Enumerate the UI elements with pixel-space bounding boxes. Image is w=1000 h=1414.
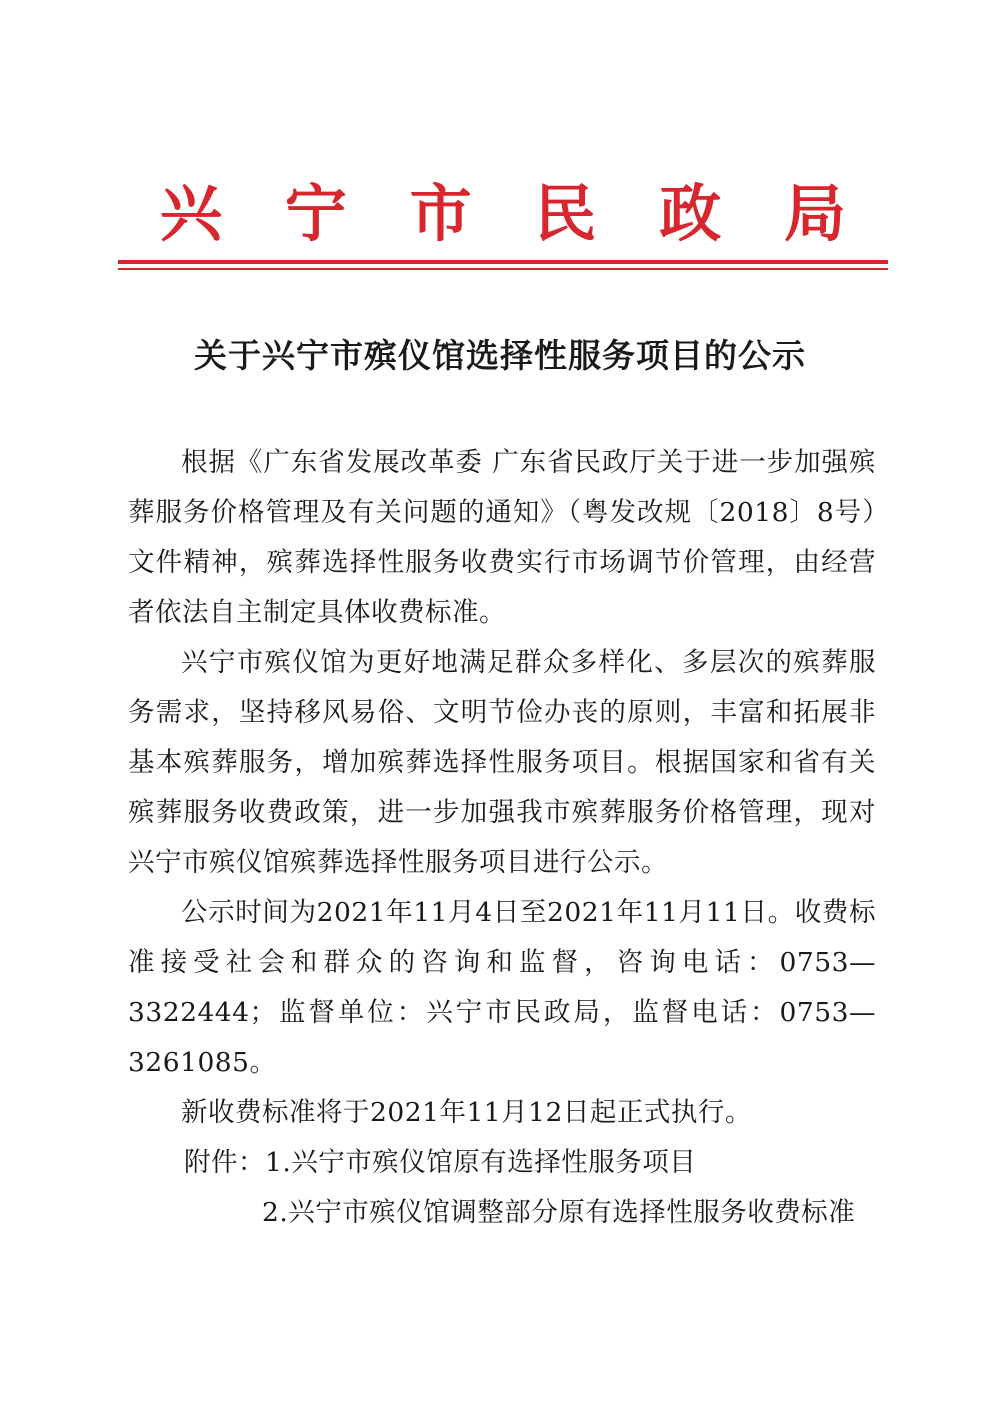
attachments-label: 附件： (184, 1147, 265, 1178)
masthead-char: 市 (409, 176, 472, 250)
attachment-item: 1.兴宁市殡仪馆原有选择性服务项目 (265, 1147, 697, 1178)
paragraph: 新收费标准将于2021年11月12日起正式执行。 (181, 1097, 752, 1128)
masthead-char: 局 (783, 176, 846, 250)
masthead (118, 168, 888, 248)
masthead-char: 宁 (284, 176, 347, 250)
masthead-char: 民 (534, 176, 597, 250)
paragraph: 公示时间为2021年11月4日至2021年11月11日。收费标准接受社会和群众的咨询和监督，咨询电话：0753—3322444；监督单位：兴宁市民政局，监督电话：0753—3261085。 (128, 897, 876, 1078)
masthead-rule-thick (118, 260, 888, 264)
paragraph: 兴宁市殡仪馆为更好地满足群众多样化、多层次的殡葬服务需求，坚持移风易俗、文明节俭办丧的原则，丰富和拓展非基本殡葬服务，增加殡葬选择性服务项目。根据国家和省有关殡葬服务收费政策，进一步加强我市殡葬服务价格管理，现对兴宁市殡仪馆殡葬选择性服务项目进行公示。 (128, 647, 876, 878)
document-title: 关于兴宁市殡仪馆选择性服务项目的公示 (194, 336, 806, 375)
masthead-char: 政 (659, 176, 722, 250)
attachments (184, 1138, 855, 1238)
masthead-rule-thin (118, 268, 888, 270)
masthead-char: 兴 (160, 176, 223, 250)
document-body (128, 438, 876, 1138)
attachment-item: 2.兴宁市殡仪馆调整部分原有选择性服务收费标准 (262, 1197, 856, 1228)
paragraph: 根据《广东省发展改革委 广东省民政厅关于进一步加强殡葬服务价格管理及有关问题的通知》（粤发改规〔2018〕8号）文件精神，殡葬选择性服务收费实行市场调节价管理，由经营者依法自主制定具体收费标准。 (128, 447, 876, 628)
